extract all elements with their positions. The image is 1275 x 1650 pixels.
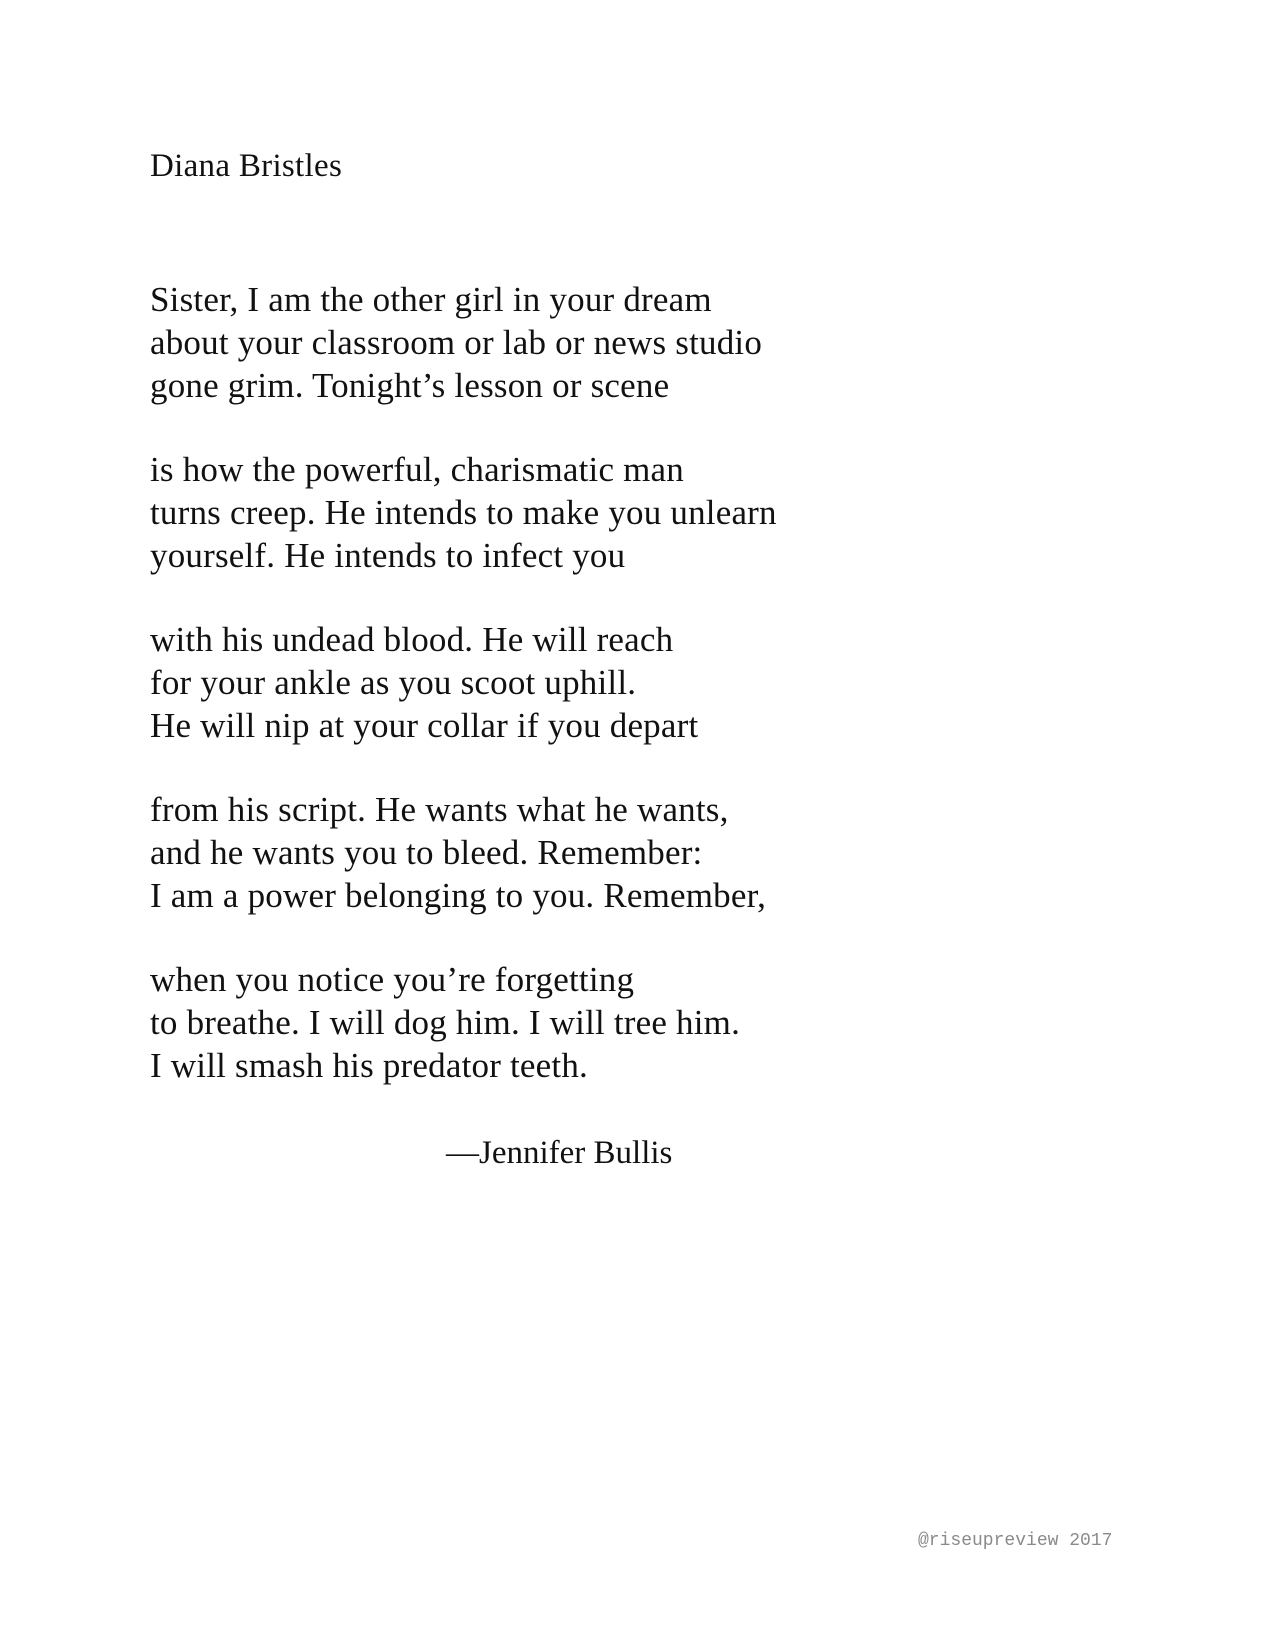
poem-line: gone grim. Tonight’s lesson or scene	[150, 366, 670, 405]
poem-line: and he wants you to bleed. Remember:	[150, 833, 703, 872]
stanza-3	[150, 618, 1150, 747]
poem-line: I will smash his predator teeth.	[150, 1046, 588, 1085]
poem-line: about your classroom or lab or news studio	[150, 323, 763, 362]
stanza-4	[150, 788, 1150, 917]
poem-line: for your ankle as you scoot uphill.	[150, 663, 637, 702]
poem-attribution: —Jennifer Bullis	[446, 1135, 673, 1171]
poem-line: when you notice you’re forgetting	[150, 960, 635, 999]
poem-line: is how the powerful, charismatic man	[150, 450, 684, 489]
poem-line: from his script. He wants what he wants,	[150, 790, 729, 829]
stanza-5	[150, 958, 1150, 1087]
stanza-1	[150, 278, 1150, 407]
poem-body	[150, 278, 1150, 1128]
poem-line: He will nip at your collar if you depart	[150, 706, 699, 745]
poem-line: yourself. He intends to infect you	[150, 536, 626, 575]
watermark-text: @riseupreview 2017	[918, 1531, 1113, 1551]
poem-line: Sister, I am the other girl in your dream	[150, 280, 712, 319]
poem-line: I am a power belonging to you. Remember,	[150, 876, 767, 915]
stanza-2	[150, 448, 1150, 577]
poem-title: Diana Bristles	[150, 148, 343, 184]
poem-line: to breathe. I will dog him. I will tree him.	[150, 1003, 741, 1042]
poem-line: with his undead blood. He will reach	[150, 620, 674, 659]
poem-line: turns creep. He intends to make you unlearn	[150, 493, 777, 532]
